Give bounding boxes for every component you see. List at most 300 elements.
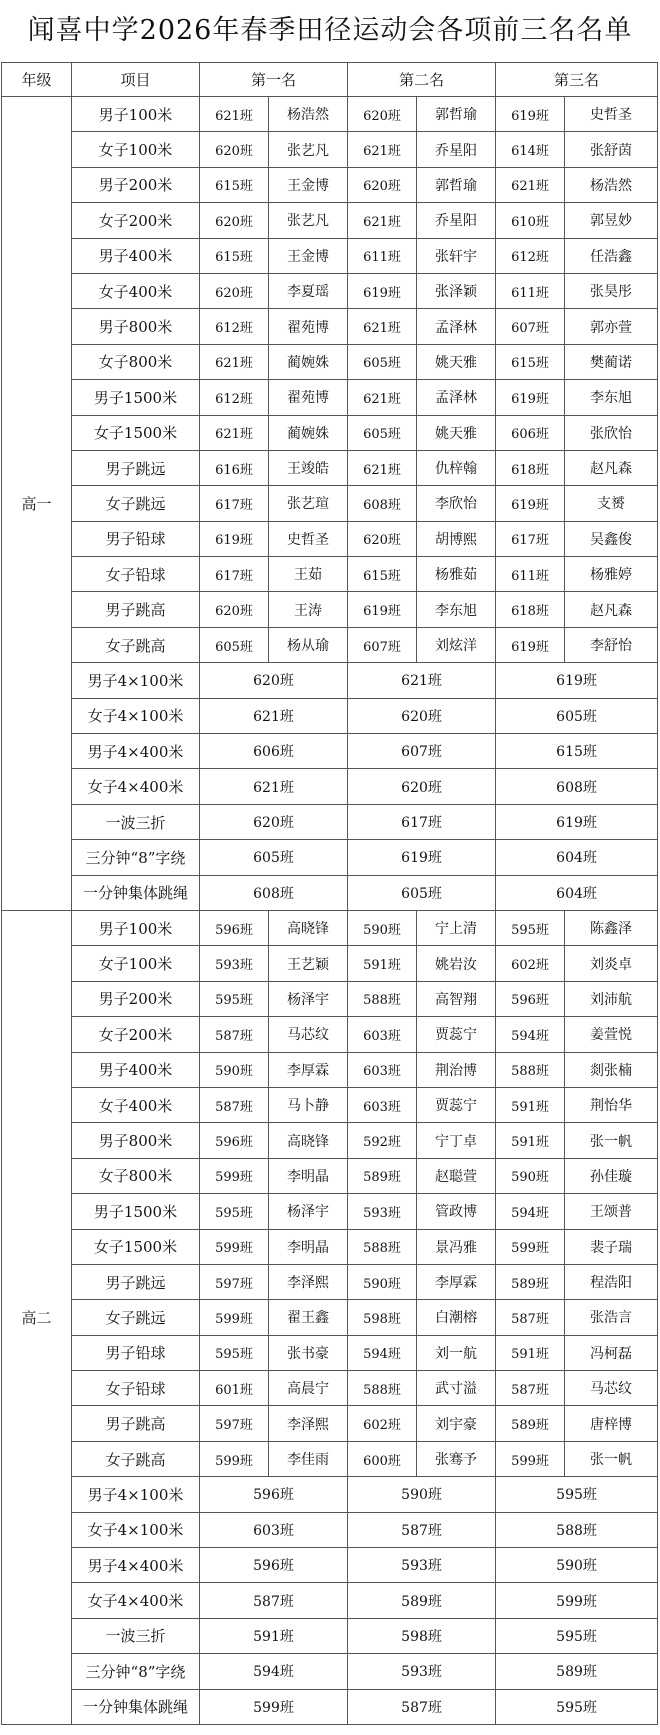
table-row (2, 380, 658, 415)
table-row (2, 132, 658, 167)
table-row (2, 557, 658, 592)
athlete-name-cell: 史哲圣 (269, 521, 348, 556)
class-cell: 598班 (348, 1300, 417, 1335)
athlete-name-cell: 樊蔺诺 (565, 344, 658, 379)
event-cell: 男子100米 (72, 97, 200, 132)
table-row (2, 1158, 658, 1193)
table-row (2, 415, 658, 450)
athlete-name-cell: 孟泽林 (417, 380, 496, 415)
event-cell: 三分钟“8”字绕 (72, 1654, 200, 1689)
athlete-name-cell: 王茹 (269, 557, 348, 592)
event-cell: 一波三折 (72, 804, 200, 839)
class-cell: 593班 (348, 1194, 417, 1229)
athlete-name-cell: 姚天雅 (417, 415, 496, 450)
class-cell: 615班 (200, 167, 269, 202)
class-cell: 594班 (496, 1017, 565, 1052)
athlete-name-cell: 管政博 (417, 1194, 496, 1229)
event-cell: 女子800米 (72, 1158, 200, 1193)
class-cell: 600班 (348, 1441, 417, 1476)
athlete-name-cell: 赵凡森 (565, 592, 658, 627)
athlete-name-cell: 李厚霖 (269, 1052, 348, 1087)
table-row (2, 521, 658, 556)
athlete-name-cell: 唐梓博 (565, 1406, 658, 1441)
table-row (2, 1087, 658, 1122)
athlete-name-cell: 蔺婉姝 (269, 415, 348, 450)
class-cell: 593班 (200, 946, 269, 981)
table-row (2, 1264, 658, 1299)
team-class-cell: 590班 (348, 1477, 496, 1512)
event-cell: 女子跳远 (72, 1300, 200, 1335)
team-class-cell: 604班 (496, 840, 658, 875)
athlete-name-cell: 武寸溢 (417, 1371, 496, 1406)
class-cell: 611班 (496, 273, 565, 308)
table-row (2, 97, 658, 132)
event-cell: 女子100米 (72, 132, 200, 167)
event-cell: 男子800米 (72, 1123, 200, 1158)
class-cell: 587班 (200, 1017, 269, 1052)
athlete-name-cell: 宁丁卓 (417, 1123, 496, 1158)
results-table (1, 62, 658, 1725)
athlete-name-cell: 刘炎卓 (565, 946, 658, 981)
table-row (2, 804, 658, 839)
event-cell: 男子铅球 (72, 1335, 200, 1370)
team-class-cell: 595班 (496, 1689, 658, 1724)
event-cell: 男子1500米 (72, 1194, 200, 1229)
event-cell: 女子100米 (72, 946, 200, 981)
class-cell: 605班 (200, 627, 269, 662)
class-cell: 612班 (200, 309, 269, 344)
athlete-name-cell: 马芯纹 (269, 1017, 348, 1052)
table-row (2, 167, 658, 202)
team-class-cell: 604班 (496, 875, 658, 910)
results-body (2, 97, 658, 1725)
table-row (2, 1512, 658, 1547)
class-cell: 599班 (200, 1441, 269, 1476)
event-cell: 女子4×400米 (72, 769, 200, 804)
class-cell: 617班 (200, 486, 269, 521)
team-class-cell: 605班 (348, 875, 496, 910)
class-cell: 587班 (200, 1087, 269, 1122)
athlete-name-cell: 刘沛航 (565, 981, 658, 1016)
table-row (2, 981, 658, 1016)
event-cell: 女子4×100米 (72, 1512, 200, 1547)
team-class-cell: 620班 (348, 769, 496, 804)
team-class-cell: 608班 (200, 875, 348, 910)
athlete-name-cell: 杨浩然 (269, 97, 348, 132)
athlete-name-cell: 支赟 (565, 486, 658, 521)
class-cell: 608班 (348, 486, 417, 521)
athlete-name-cell: 荆怡华 (565, 1087, 658, 1122)
event-cell: 男子铅球 (72, 521, 200, 556)
header-event: 项目 (72, 63, 200, 97)
athlete-name-cell: 郭哲瑜 (417, 167, 496, 202)
class-cell: 621班 (348, 203, 417, 238)
class-cell: 620班 (200, 273, 269, 308)
event-cell: 男子4×400米 (72, 1548, 200, 1583)
class-cell: 592班 (348, 1123, 417, 1158)
table-row (2, 1441, 658, 1476)
table-row (2, 1477, 658, 1512)
team-class-cell: 621班 (200, 769, 348, 804)
class-cell: 619班 (200, 521, 269, 556)
athlete-name-cell: 王金博 (269, 238, 348, 273)
class-cell: 611班 (496, 557, 565, 592)
table-row (2, 1017, 658, 1052)
athlete-name-cell: 张艺瑄 (269, 486, 348, 521)
class-cell: 620班 (200, 592, 269, 627)
event-cell: 男子100米 (72, 910, 200, 945)
table-row (2, 1583, 658, 1618)
team-class-cell: 587班 (200, 1583, 348, 1618)
event-cell: 三分钟“8”字绕 (72, 840, 200, 875)
event-cell: 女子400米 (72, 1087, 200, 1122)
class-cell: 599班 (496, 1229, 565, 1264)
table-row (2, 450, 658, 485)
grade-cell: 高二 (2, 910, 72, 1724)
athlete-name-cell: 张书豪 (269, 1335, 348, 1370)
class-cell: 599班 (496, 1441, 565, 1476)
team-class-cell: 619班 (496, 663, 658, 698)
event-cell: 男子跳远 (72, 450, 200, 485)
athlete-name-cell: 李佳雨 (269, 1441, 348, 1476)
class-cell: 588班 (348, 1229, 417, 1264)
athlete-name-cell: 张浩言 (565, 1300, 658, 1335)
athlete-name-cell: 张艺凡 (269, 132, 348, 167)
class-cell: 588班 (348, 981, 417, 1016)
table-row (2, 273, 658, 308)
class-cell: 603班 (348, 1017, 417, 1052)
table-row (2, 309, 658, 344)
athlete-name-cell: 张一帆 (565, 1441, 658, 1476)
class-cell: 617班 (200, 557, 269, 592)
athlete-name-cell: 高晨宁 (269, 1371, 348, 1406)
event-cell: 男子跳高 (72, 592, 200, 627)
athlete-name-cell: 乔星阳 (417, 203, 496, 238)
athlete-name-cell: 王颂普 (565, 1194, 658, 1229)
athlete-name-cell: 史哲圣 (565, 97, 658, 132)
class-cell: 603班 (348, 1052, 417, 1087)
class-cell: 591班 (496, 1123, 565, 1158)
athlete-name-cell: 王涛 (269, 592, 348, 627)
table-row (2, 627, 658, 662)
table-row (2, 1194, 658, 1229)
class-cell: 590班 (348, 1264, 417, 1299)
class-cell: 595班 (200, 1335, 269, 1370)
team-class-cell: 590班 (496, 1548, 658, 1583)
team-class-cell: 587班 (348, 1689, 496, 1724)
athlete-name-cell: 李厚霖 (417, 1264, 496, 1299)
event-cell: 女子1500米 (72, 1229, 200, 1264)
class-cell: 599班 (200, 1229, 269, 1264)
team-class-cell: 598班 (348, 1618, 496, 1653)
athlete-name-cell: 王竣皓 (269, 450, 348, 485)
athlete-name-cell: 孙佳璇 (565, 1158, 658, 1193)
athlete-name-cell: 杨浩然 (565, 167, 658, 202)
athlete-name-cell: 杨泽宇 (269, 981, 348, 1016)
class-cell: 597班 (200, 1406, 269, 1441)
class-cell: 605班 (348, 415, 417, 450)
class-cell: 594班 (348, 1335, 417, 1370)
event-cell: 女子跳高 (72, 627, 200, 662)
table-row (2, 734, 658, 769)
class-cell: 587班 (496, 1300, 565, 1335)
class-cell: 597班 (200, 1264, 269, 1299)
class-cell: 610班 (496, 203, 565, 238)
team-class-cell: 596班 (200, 1548, 348, 1583)
athlete-name-cell: 郭亦萱 (565, 309, 658, 344)
class-cell: 611班 (348, 238, 417, 273)
athlete-name-cell: 冯柯磊 (565, 1335, 658, 1370)
class-cell: 616班 (200, 450, 269, 485)
table-row (2, 1654, 658, 1689)
athlete-name-cell: 蔺婉姝 (269, 344, 348, 379)
team-class-cell: 595班 (496, 1477, 658, 1512)
team-class-cell: 594班 (200, 1654, 348, 1689)
team-class-cell: 593班 (348, 1548, 496, 1583)
class-cell: 599班 (200, 1300, 269, 1335)
class-cell: 588班 (348, 1371, 417, 1406)
class-cell: 591班 (496, 1087, 565, 1122)
team-class-cell: 599班 (200, 1689, 348, 1724)
table-row (2, 910, 658, 945)
athlete-name-cell: 杨雅茹 (417, 557, 496, 592)
event-cell: 男子400米 (72, 238, 200, 273)
athlete-name-cell: 翟苑博 (269, 309, 348, 344)
team-class-cell: 595班 (496, 1618, 658, 1653)
class-cell: 612班 (496, 238, 565, 273)
athlete-name-cell: 马芯纹 (565, 1371, 658, 1406)
event-cell: 女子200米 (72, 1017, 200, 1052)
header-second: 第二名 (348, 63, 496, 97)
athlete-name-cell: 仇梓翰 (417, 450, 496, 485)
class-cell: 619班 (496, 486, 565, 521)
header-grade: 年级 (2, 63, 72, 97)
class-cell: 596班 (496, 981, 565, 1016)
event-cell: 男子跳远 (72, 1264, 200, 1299)
class-cell: 620班 (348, 97, 417, 132)
athlete-name-cell: 裴子瑞 (565, 1229, 658, 1264)
class-cell: 591班 (348, 946, 417, 981)
class-cell: 620班 (348, 521, 417, 556)
class-cell: 595班 (200, 981, 269, 1016)
athlete-name-cell: 宁上清 (417, 910, 496, 945)
athlete-name-cell: 张舒茵 (565, 132, 658, 167)
athlete-name-cell: 赵聪萱 (417, 1158, 496, 1193)
event-cell: 女子铅球 (72, 557, 200, 592)
class-cell: 619班 (496, 627, 565, 662)
class-cell: 619班 (348, 273, 417, 308)
athlete-name-cell: 贾蕊宁 (417, 1017, 496, 1052)
table-row (2, 1052, 658, 1087)
team-class-cell: 620班 (200, 663, 348, 698)
athlete-name-cell: 郭哲瑜 (417, 97, 496, 132)
athlete-name-cell: 胡博熙 (417, 521, 496, 556)
athlete-name-cell: 王金博 (269, 167, 348, 202)
athlete-name-cell: 杨从瑜 (269, 627, 348, 662)
class-cell: 596班 (200, 910, 269, 945)
athlete-name-cell: 翟王鑫 (269, 1300, 348, 1335)
team-class-cell: 599班 (496, 1583, 658, 1618)
class-cell: 590班 (200, 1052, 269, 1087)
event-cell: 男子200米 (72, 167, 200, 202)
athlete-name-cell: 李泽熙 (269, 1406, 348, 1441)
table-row (2, 1406, 658, 1441)
athlete-name-cell: 赵凡森 (565, 450, 658, 485)
class-cell: 596班 (200, 1123, 269, 1158)
athlete-name-cell: 刘一航 (417, 1335, 496, 1370)
team-class-cell: 588班 (496, 1512, 658, 1547)
event-cell: 男子4×400米 (72, 734, 200, 769)
class-cell: 607班 (496, 309, 565, 344)
class-cell: 621班 (200, 344, 269, 379)
athlete-name-cell: 翟苑博 (269, 380, 348, 415)
event-cell: 女子铅球 (72, 1371, 200, 1406)
table-row (2, 769, 658, 804)
class-cell: 614班 (496, 132, 565, 167)
table-row (2, 840, 658, 875)
event-cell: 女子跳高 (72, 1441, 200, 1476)
team-class-cell: 596班 (200, 1477, 348, 1512)
team-class-cell: 621班 (348, 663, 496, 698)
athlete-name-cell: 张昊彤 (565, 273, 658, 308)
class-cell: 617班 (496, 521, 565, 556)
team-class-cell: 615班 (496, 734, 658, 769)
class-cell: 591班 (496, 1335, 565, 1370)
header-third: 第三名 (496, 63, 658, 97)
athlete-name-cell: 李东旭 (565, 380, 658, 415)
athlete-name-cell: 李明晶 (269, 1229, 348, 1264)
team-class-cell: 606班 (200, 734, 348, 769)
class-cell: 595班 (496, 910, 565, 945)
grade-cell: 高一 (2, 97, 72, 911)
team-class-cell: 591班 (200, 1618, 348, 1653)
athlete-name-cell: 张艺凡 (269, 203, 348, 238)
class-cell: 619班 (496, 97, 565, 132)
table-row (2, 203, 658, 238)
event-cell: 男子跳高 (72, 1406, 200, 1441)
class-cell: 620班 (200, 132, 269, 167)
event-cell: 女子200米 (72, 203, 200, 238)
class-cell: 605班 (348, 344, 417, 379)
athlete-name-cell: 李东旭 (417, 592, 496, 627)
athlete-name-cell: 乔星阳 (417, 132, 496, 167)
table-row (2, 663, 658, 698)
event-cell: 一分钟集体跳绳 (72, 1689, 200, 1724)
athlete-name-cell: 张欣怡 (565, 415, 658, 450)
team-class-cell: 621班 (200, 698, 348, 733)
class-cell: 621班 (348, 380, 417, 415)
team-class-cell: 587班 (348, 1512, 496, 1547)
athlete-name-cell: 景冯雅 (417, 1229, 496, 1264)
team-class-cell: 620班 (200, 804, 348, 839)
class-cell: 607班 (348, 627, 417, 662)
athlete-name-cell: 刘炫洋 (417, 627, 496, 662)
class-cell: 621班 (348, 450, 417, 485)
class-cell: 588班 (496, 1052, 565, 1087)
table-row (2, 486, 658, 521)
table-row (2, 1689, 658, 1724)
team-class-cell: 589班 (496, 1654, 658, 1689)
class-cell: 602班 (496, 946, 565, 981)
event-cell: 女子4×100米 (72, 698, 200, 733)
class-cell: 589班 (496, 1406, 565, 1441)
event-cell: 一波三折 (72, 1618, 200, 1653)
team-class-cell: 605班 (200, 840, 348, 875)
athlete-name-cell: 贾蕊宁 (417, 1087, 496, 1122)
athlete-name-cell: 马卜静 (269, 1087, 348, 1122)
class-cell: 590班 (496, 1158, 565, 1193)
class-cell: 599班 (200, 1158, 269, 1193)
class-cell: 602班 (348, 1406, 417, 1441)
team-class-cell: 593班 (348, 1654, 496, 1689)
class-cell: 594班 (496, 1194, 565, 1229)
event-cell: 男子400米 (72, 1052, 200, 1087)
athlete-name-cell: 姚天雅 (417, 344, 496, 379)
table-row (2, 1229, 658, 1264)
header-first: 第一名 (200, 63, 348, 97)
athlete-name-cell: 李泽熙 (269, 1264, 348, 1299)
table-row (2, 1335, 658, 1370)
table-row (2, 238, 658, 273)
class-cell: 621班 (200, 415, 269, 450)
event-cell: 一分钟集体跳绳 (72, 875, 200, 910)
athlete-name-cell: 白潮榕 (417, 1300, 496, 1335)
table-row (2, 1123, 658, 1158)
class-cell: 601班 (200, 1371, 269, 1406)
athlete-name-cell: 张泽颖 (417, 273, 496, 308)
class-cell: 619班 (348, 592, 417, 627)
class-cell: 615班 (348, 557, 417, 592)
athlete-name-cell: 张一帆 (565, 1123, 658, 1158)
class-cell: 618班 (496, 450, 565, 485)
team-class-cell: 617班 (348, 804, 496, 839)
athlete-name-cell: 杨泽宇 (269, 1194, 348, 1229)
athlete-name-cell: 孟泽林 (417, 309, 496, 344)
event-cell: 男子4×100米 (72, 663, 200, 698)
table-row (2, 1618, 658, 1653)
table-row (2, 1300, 658, 1335)
team-class-cell: 620班 (348, 698, 496, 733)
team-class-cell: 608班 (496, 769, 658, 804)
athlete-name-cell: 高晓锋 (269, 910, 348, 945)
team-class-cell: 605班 (496, 698, 658, 733)
table-row (2, 1371, 658, 1406)
event-cell: 女子400米 (72, 273, 200, 308)
event-cell: 女子1500米 (72, 415, 200, 450)
class-cell: 618班 (496, 592, 565, 627)
team-class-cell: 619班 (348, 840, 496, 875)
team-class-cell: 589班 (348, 1583, 496, 1618)
class-cell: 620班 (200, 203, 269, 238)
class-cell: 621班 (348, 132, 417, 167)
athlete-name-cell: 程浩阳 (565, 1264, 658, 1299)
table-row (2, 1548, 658, 1583)
table-row (2, 875, 658, 910)
class-cell: 620班 (348, 167, 417, 202)
athlete-name-cell: 姚岩汝 (417, 946, 496, 981)
table-row (2, 592, 658, 627)
class-cell: 621班 (348, 309, 417, 344)
class-cell: 595班 (200, 1194, 269, 1229)
table-row (2, 946, 658, 981)
event-cell: 男子4×100米 (72, 1477, 200, 1512)
team-class-cell: 607班 (348, 734, 496, 769)
athlete-name-cell: 李欣怡 (417, 486, 496, 521)
athlete-name-cell: 高晓锋 (269, 1123, 348, 1158)
athlete-name-cell: 王艺颖 (269, 946, 348, 981)
athlete-name-cell: 荆治博 (417, 1052, 496, 1087)
class-cell: 615班 (496, 344, 565, 379)
